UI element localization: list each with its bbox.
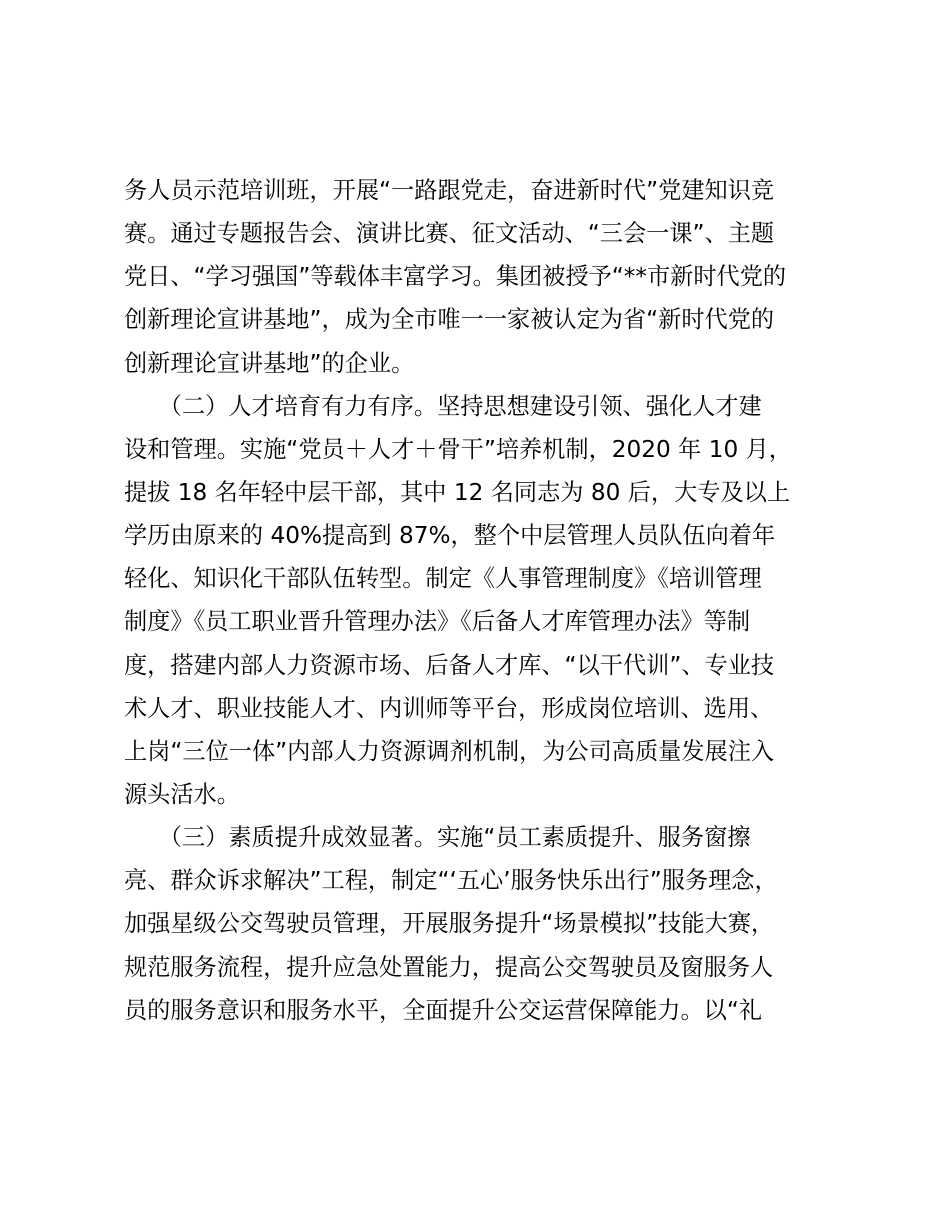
text-line: 学历由原来的 40%提高到 87%，整个中层管理人员队伍向着年 [124,522,776,550]
text-line: 亮、群众诉求解决”工程，制定“‘五心’服务快乐出行”服务理念， [124,867,778,895]
section-3-heading-line: （三）素质提升成效显著。实施“员工素质提升、服务窗擦 [124,824,751,852]
text-line: 轻化、知识化干部队伍转型。制定《人事管理制度》《培训管理 [124,565,762,593]
text-line: 务人员示范培训班，开展“一路跟党走，奋进新时代”党建知识竞 [124,177,775,204]
text-line: 术人才、职业技能人才、内训师等平台，形成岗位培训、选用、 [124,694,774,722]
text-line: 源头活水。 [124,780,240,808]
text-line: 规范服务流程，提升应急处置能力，提高公交驾驶员及窗服务人 [124,953,774,981]
text-line: 制度》《员工职业晋升管理办法》《后备人才库管理办法》等制 [124,608,751,636]
text-line: 加强星级公交驾驶员管理，开展服务提升“场景模拟”技能大赛， [124,910,775,938]
text-line: 上岗“三位一体”内部人力资源调剂机制，为公司高质量发展注入 [124,737,775,765]
text-line: 创新理论宣讲基地”的企业。 [124,349,415,377]
text-line: 员的服务意识和服务水平，全面提升公交运营保障能力。以“礼 [124,996,763,1024]
text-line: 创新理论宣讲基地”，成为全市唯一一家被认定为省“新时代党的 [124,306,775,334]
text-line: 设和管理。实施“党员＋人才＋骨干”培养机制，2020 年 10 月， [124,435,792,463]
text-line: 度，搭建内部人力资源市场、后备人才库、“以干代训”、专业技 [124,651,775,679]
text-line: 党日、“学习强国”等载体丰富学习。集团被授予“**市新时代党的 [124,263,787,291]
text-line: 提拔 18 名年轻中层干部，其中 12 名同志为 80 后，大专及以上 [124,478,791,506]
section-2-heading-line: （二）人才培育有力有序。坚持思想建设引领、强化人才建 [124,392,762,420]
body-text [124,169,844,1032]
text-line: 赛。通过专题报告会、演讲比赛、征文活动、“三会一课”、主题 [124,220,775,248]
